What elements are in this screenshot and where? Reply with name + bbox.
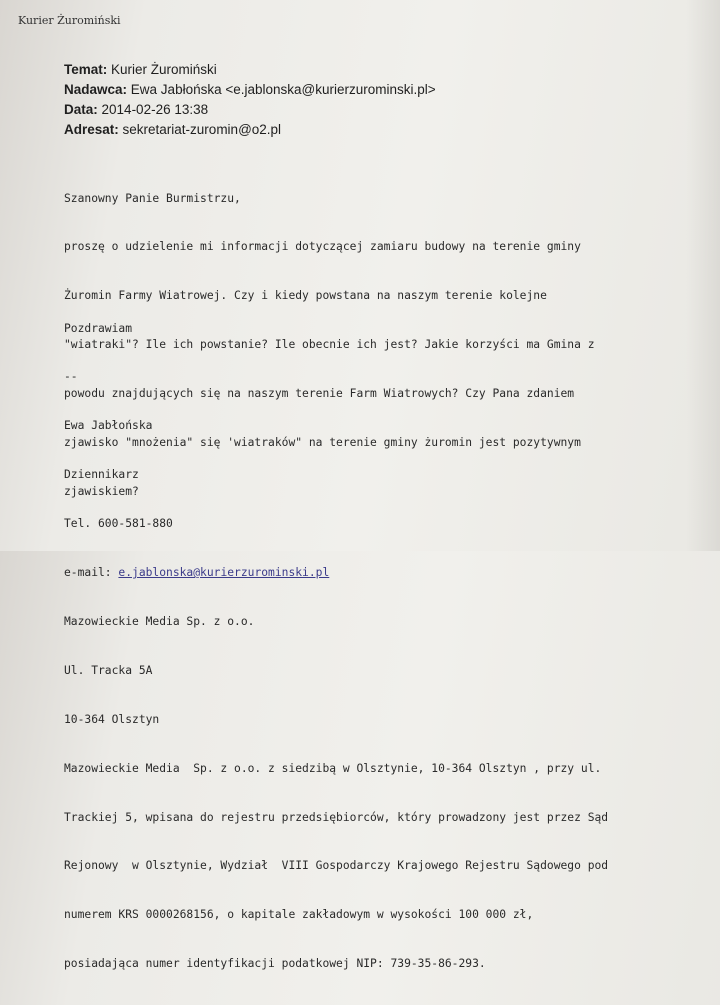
email-label: e-mail: bbox=[64, 566, 119, 580]
sender-value: Ewa Jabłońska <e.jablonska@kurierzurominski.pl> bbox=[130, 82, 436, 97]
signature-name: Ewa Jabłońska bbox=[64, 419, 153, 433]
signature-street: Ul. Tracka 5A bbox=[64, 663, 153, 677]
body-line: Szanowny Panie Burmistrzu, bbox=[64, 191, 241, 205]
legal-line: Mazowieckie Media Sp. z o.o. z siedzibą w Olsztynie, 10-364 Olsztyn , przy ul. bbox=[64, 761, 602, 775]
legal-line: Rejonowy w Olsztynie, Wydział VIII Gospodarczy Krajowego Rejestru Sądowego pod bbox=[64, 859, 609, 873]
body-line: "wiatraki"? Ile ich powstanie? Ile obecnie ich jest? Jakie korzyści ma Gmina z bbox=[64, 338, 595, 352]
sender-key: Nadawca: bbox=[64, 82, 128, 97]
email-signature bbox=[64, 288, 608, 1005]
legal-line: posiadająca numer identyfikacji podatkowej NIP: 739-35-86-293. bbox=[64, 957, 486, 971]
signature-title: Dziennikarz bbox=[64, 468, 139, 482]
subject-key: Temat: bbox=[64, 62, 108, 77]
email-headers bbox=[64, 60, 436, 140]
recipient-row bbox=[64, 120, 436, 140]
body-line: proszę o udzielenie mi informacji dotyczącej zamiaru budowy na terenie gminy bbox=[64, 240, 581, 254]
body-line: powodu znajdujących się na naszym terenie Farm Wiatrowych? Czy Pana zdaniem bbox=[64, 387, 575, 401]
recipient-key: Adresat: bbox=[64, 122, 119, 137]
legal-line: numerem KRS 0000268156, o kapitale zakładowym w wysokości 100 000 zł, bbox=[64, 908, 534, 922]
date-value: 2014-02-26 13:38 bbox=[101, 102, 209, 117]
signature-separator: -- bbox=[64, 370, 78, 384]
paper-shadow bbox=[686, 0, 720, 551]
legal-line: Trackiej 5, wpisana do rejestru przedsiębiorców, który prowadzony jest przez Sąd bbox=[64, 810, 609, 824]
print-header-label: Kurier Żuromiński bbox=[18, 14, 121, 27]
recipient-value: sekretariat-zuromin@o2.pl bbox=[122, 122, 282, 137]
greeting: Pozdrawiam bbox=[64, 321, 133, 335]
email-link[interactable]: e.jablonska@kurierzurominski.pl bbox=[118, 566, 330, 580]
signature-city: 10-364 Olsztyn bbox=[64, 712, 160, 726]
subject-value: Kurier Żuromiński bbox=[111, 62, 217, 77]
body-line: Żuromin Farmy Wiatrowej. Czy i kiedy powstana na naszym terenie kolejne bbox=[64, 289, 547, 303]
signature-email-row bbox=[64, 565, 608, 581]
date-key: Data: bbox=[64, 102, 98, 117]
sender-row bbox=[64, 80, 436, 100]
date-row bbox=[64, 100, 436, 120]
body-line: zjawisko "mnożenia" się 'wiatraków" na terenie gminy żuromin jest pozytywnym bbox=[64, 436, 581, 450]
subject-row bbox=[64, 60, 436, 80]
signature-phone: Tel. 600-581-880 bbox=[64, 517, 173, 531]
signature-company: Mazowieckie Media Sp. z o.o. bbox=[64, 614, 255, 628]
body-line: zjawiskiem? bbox=[64, 484, 139, 498]
